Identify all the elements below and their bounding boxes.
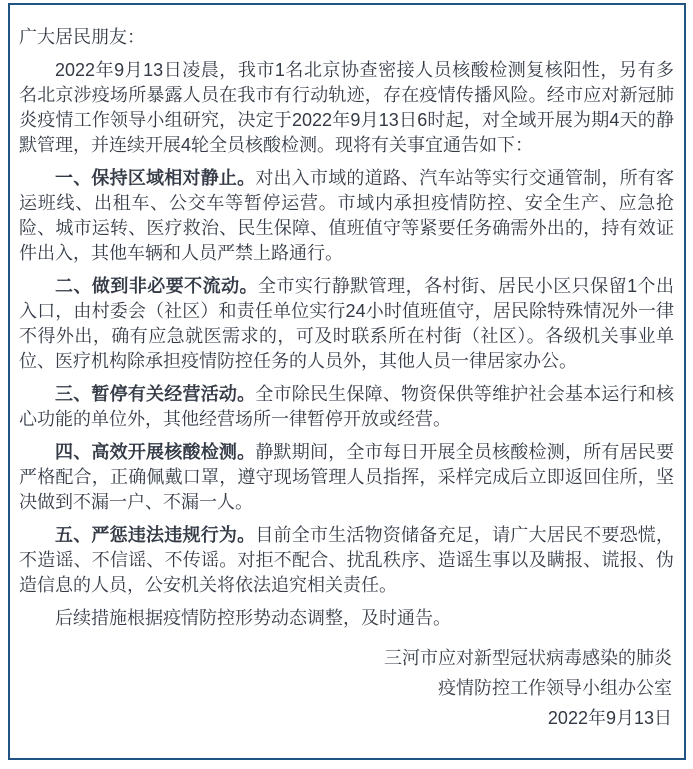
section-3-body: 全市除民生保障、物资保供等维护社会基本运行和核心功能的单位外，其他经营场所一律暂停开放或经营。	[19, 384, 675, 429]
intro-paragraph	[19, 58, 674, 158]
section-1	[19, 166, 674, 266]
section-1-body: 对出入市域的道路、汽车站等实行交通管制，所有客运班线、出租车、公交车等暂停运营。市域内承担疫情防控、安全生产、应急抢险、城市运转、医疗救治、民生保障、值班值守等紧要任务确需外出的，持有效证件出入，其他车辆和人员严禁上路通行。	[19, 168, 675, 263]
section-4-body: 静默期间，全市每日开展全员核酸检测，所有居民要严格配合，正确佩戴口罩，遵守现场管理人员指挥，采样完成后立即返回住所，坚决做到不漏一户、不漏一人。	[19, 442, 675, 512]
section-4	[19, 440, 674, 515]
signature-org-line-1: 三河市应对新型冠状病毒感染的肺炎	[384, 648, 672, 668]
signature-org-line-2: 疫情防控工作领导小组办公室	[438, 678, 672, 698]
closing-paragraph	[19, 606, 674, 631]
notice-document	[8, 3, 686, 760]
section-2-body: 全市实行静默管理，各村街、居民小区只保留1个出入口，由村委会（社区）和责任单位实行24小时值班值守，居民除特殊情况外一律不得外出，确有应急就医需求的，可及时联系所在村街（社区）。各级机关事业单位、医疗机构除承担疫情防控任务的人员外，其他人员一律居家办公。	[19, 276, 674, 371]
section-3-heading: 三、暂停有关经营活动。	[55, 384, 256, 404]
signature-block	[19, 643, 674, 733]
section-5-heading: 五、严惩违法违规行为。	[55, 525, 256, 545]
section-1-heading: 一、保持区域相对静止。	[55, 168, 256, 188]
salutation: 广大居民朋友：	[19, 27, 145, 47]
section-3	[19, 382, 674, 432]
section-5-body: 目前全市生活物资储备充足，请广大居民不要恐慌，不造谣、不信谣、不传谣。对拒不配合、扰乱秩序、造谣生事以及瞒报、谎报、伪造信息的人员，公安机关将依法追究相关责任。	[19, 525, 675, 595]
section-2	[19, 274, 674, 374]
section-4-heading: 四、高效开展核酸检测。	[55, 442, 256, 462]
signature-date: 2022年9月13日	[547, 708, 672, 728]
closing-text: 后续措施根据疫情防控形势动态调整，及时通告。	[55, 608, 451, 628]
page	[0, 3, 693, 760]
section-2-heading: 二、做到非必要不流动。	[55, 276, 258, 296]
section-5	[19, 523, 674, 598]
intro-text: 2022年9月13日凌晨，我市1名北京协查密接人员核酸检测复核阳性，另有多名北京涉疫场所暴露人员在我市有行动轨迹，存在疫情传播风险。经市应对新冠肺炎疫情工作领导小组研究，决定于2022年9月13日6时起，对全域开展为期4天的静默管理，并连续开展4轮全员核酸检测。现将有关事宜通告如下：	[19, 60, 674, 155]
